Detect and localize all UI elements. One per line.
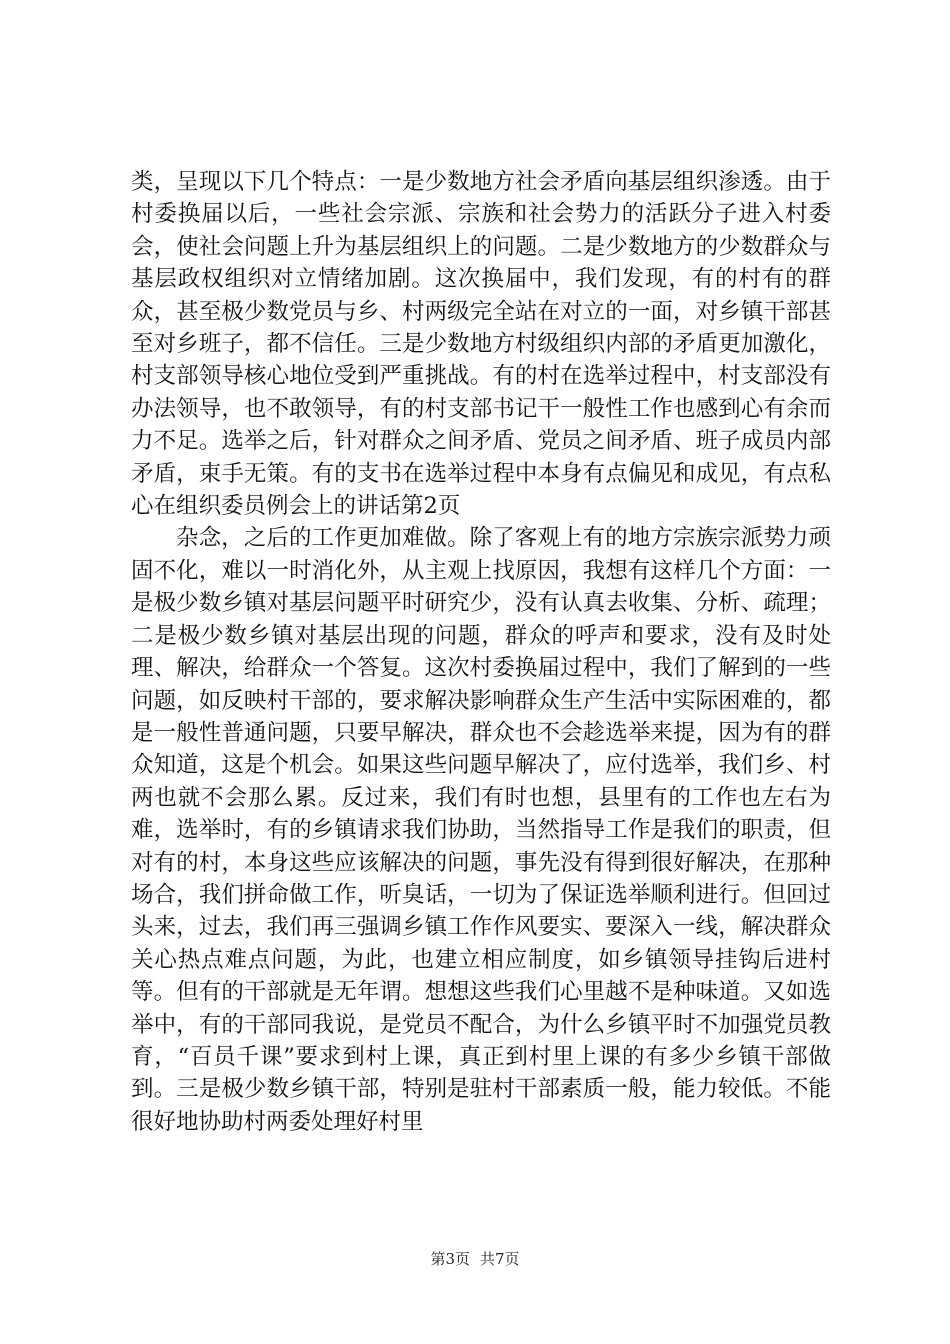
page-footer [0, 1248, 950, 1269]
page-number-current: 第3页 [430, 1250, 470, 1268]
document-body [131, 166, 831, 1138]
page-number-total: 共7页 [480, 1250, 520, 1268]
paragraph-1: 类，呈现以下几个特点：一是少数地方社会矛盾向基层组织渗透。由于村委换届以后，一些社会宗派、宗族和社会势力的活跃分子进入村委会，使社会问题上升为基层组织上的问题。二是少数地方的少数群众与基层政权组织对立情绪加剧。这次换届中，我们发现，有的村有的群众，甚至极少数党员与乡、村两级完全站在对立的一面，对乡镇干部甚至对乡班子，都不信任。三是少数地方村级组织内部的矛盾更加激化，村支部领导核心地位受到严重挑战。有的村在选举过程中，村支部没有办法领导，也不敢领导，有的村支部书记干一般性工作也感到心有余而力不足。选举之后，针对群众之间矛盾、党员之间矛盾、班子成员内部矛盾，束手无策。有的支书在选举过程中本身有点偏见和成见，有点私心在组织委员例会上的讲话第2页 [131, 169, 831, 520]
paragraph-2: 杂念，之后的工作更加难做。除了客观上有的地方宗族宗派势力顽固不化，难以一时消化外，从主观上找原因，我想有这样几个方面：一是极少数乡镇对基层问题平时研究少，没有认真去收集、分析、疏理；二是极少数乡镇对基层出现的问题，群众的呼声和要求，没有及时处理、解决，给群众一个答复。这次村委换届过程中，我们了解到的一些问题，如反映村干部的，要求解决影响群众生产生活中实际困难的，都是一般性普通问题，只要早解决，群众也不会趁选举来提，因为有的群众知道，这是个机会。如果这些问题早解决了，应付选举，我们乡、村两也就不会那么累。反过来，我们有时也想，县里有的工作也左右为难，选举时，有的乡镇请求我们协助，当然指导工作是我们的职责，但对有的村，本身这些应该解决的问题，事先没有得到很好解决，在那种场合，我们拼命做工作，听臭话，一切为了保证选举顺利进行。但回过头来，过去，我们再三强调乡镇工作作风要实、要深入一线，解决群众关心热点难点问题，为此，也建立相应制度，如乡镇领导挂钩后进村等。但有的干部就是无年谓。想想这些我们心里越不是种味道。又如选举中，有的干部同我说，是党员不配合，为什么乡镇平时不加强党员教育，“百员千课”要求到村上课，真正到村里上课的有多少乡镇干部做到。三是极少数乡镇干部，特别是驻村干部素质一般，能力较低。不能很好地协助村两委处理好村里 [131, 525, 831, 1135]
